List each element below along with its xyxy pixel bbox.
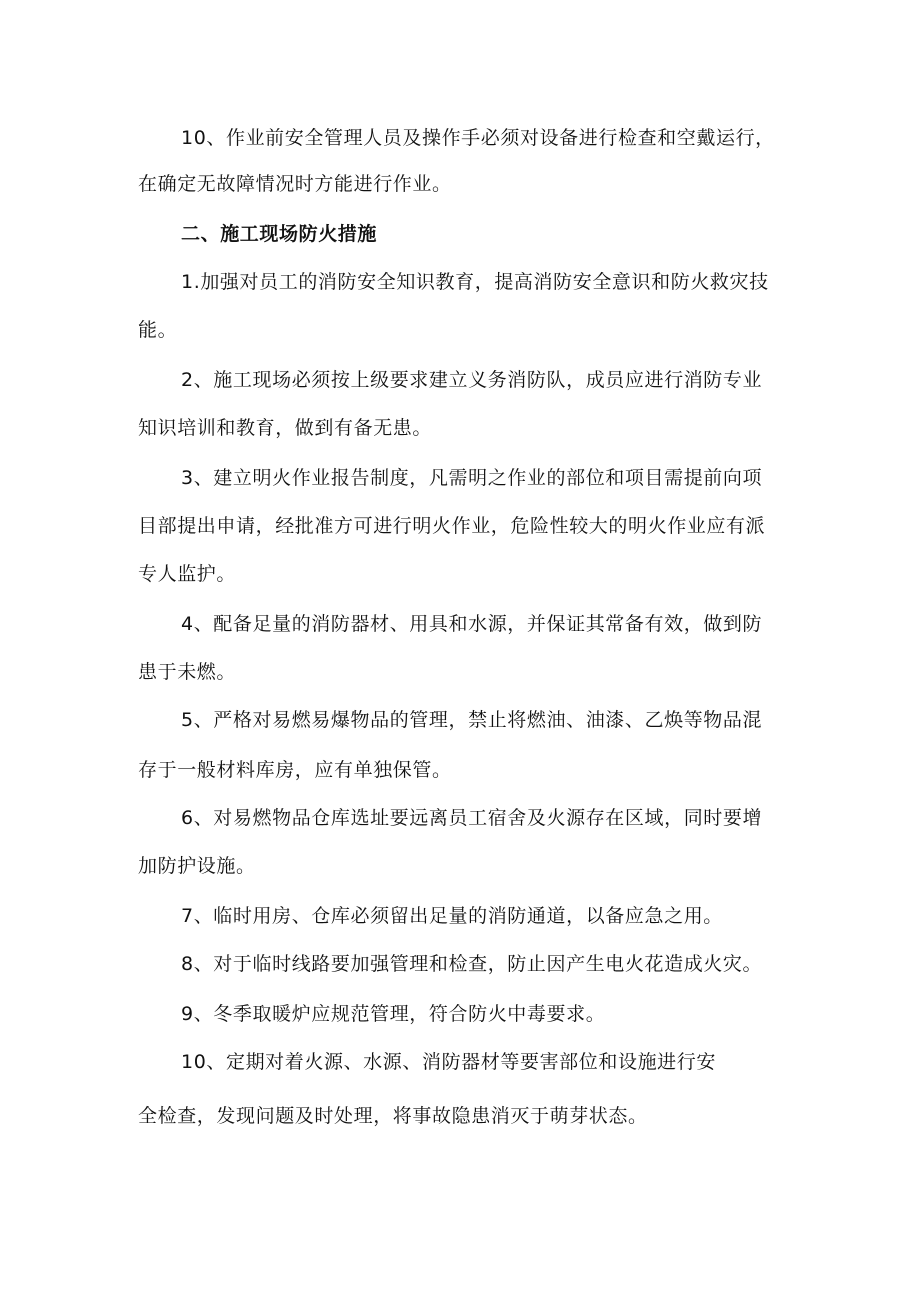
paragraph-line: 加防护设施。 <box>138 855 256 877</box>
paragraph-line: 4、配备足量的消防器材、用具和水源，并保证其常备有效，做到防 <box>181 613 763 635</box>
paragraph-line: 1.加强对员工的消防安全知识教育，提高消防安全意识和防火救灾技 <box>181 271 769 293</box>
paragraph-line: 5、严格对易燃易爆物品的管理，禁止将燃油、油漆、乙焕等物品混 <box>181 709 763 731</box>
paragraph-line: 能。 <box>138 319 178 341</box>
paragraph-line: 存于一般材料库房，应有单独保管。 <box>138 759 452 781</box>
paragraph-line: 知识培训和教育，做到有备无患。 <box>138 417 433 439</box>
paragraph-line: 专人监护。 <box>138 563 237 585</box>
paragraph-line: 8、对于临时线路要加强管理和检查，防止因产生电火花造成火灾。 <box>181 953 763 975</box>
paragraph-line: 10、作业前安全管理人员及操作手必须对设备进行检查和空戴运行， <box>181 127 775 149</box>
paragraph-line: 7、临时用房、仓库必须留出足量的消防通道，以备应急之用。 <box>181 905 723 927</box>
paragraph-line: 6、对易燃物品仓库选址要远离员工宿舍及火源存在区域，同时要增 <box>181 807 763 829</box>
paragraph-line: 9、冬季取暖炉应规范管理，符合防火中毒要求。 <box>181 1003 606 1025</box>
paragraph-line: 目部提出申请，经批准方可进行明火作业，危险性较大的明火作业应有派 <box>138 515 766 537</box>
paragraph-line: 3、建立明火作业报告制度，凡需明之作业的部位和项目需提前向项 <box>181 467 763 489</box>
section-heading: 二、施工现场防火措施 <box>181 223 378 245</box>
paragraph-line: 2、施工现场必须按上级要求建立义务消防队，成员应进行消防专业 <box>181 369 763 391</box>
paragraph-line: 全检查，发现问题及时处理，将事故隐患消灭于萌芽状态。 <box>138 1105 648 1127</box>
paragraph-line: 在确定无故障情况时方能进行作业。 <box>138 173 452 195</box>
paragraph-line: 患于未燃。 <box>138 661 237 683</box>
paragraph-line: 10、定期对着火源、水源、消防器材等要害部位和设施进行安 <box>181 1051 716 1073</box>
